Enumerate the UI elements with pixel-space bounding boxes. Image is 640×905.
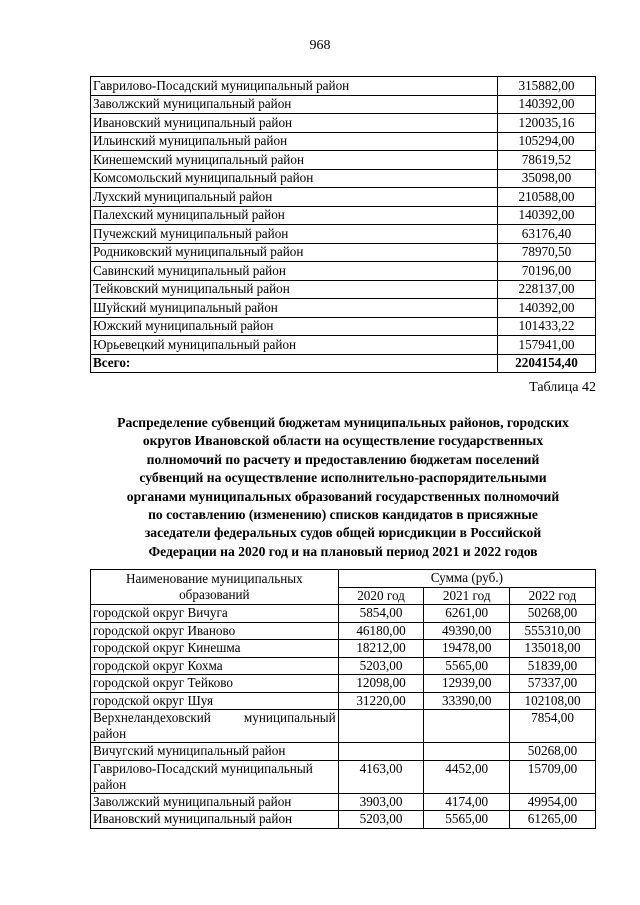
table-row: [91, 760, 596, 793]
district-name: Комсомольский муниципальный район: [91, 169, 498, 188]
table-row: [91, 262, 596, 281]
table-row: [91, 243, 596, 262]
table-row: [91, 151, 596, 170]
value-2022: 49954,00: [510, 793, 596, 811]
value-2022: 50268,00: [510, 605, 596, 623]
table-row: [91, 317, 596, 336]
value-2020: 3903,00: [338, 793, 424, 811]
caption-line: полномочий по расчету и предоставлению бюджетам поселений: [146, 451, 540, 467]
district-name: Гаврилово-Посадский муниципальный район: [91, 77, 498, 96]
value-2020: 31220,00: [338, 692, 424, 710]
value-2022: 555310,00: [510, 622, 596, 640]
caption-line: органами муниципальных образований государственных полномочий: [126, 488, 560, 504]
header-year: 2021 год: [424, 587, 510, 605]
table-row: [91, 188, 596, 207]
municipality-name: Ивановский муниципальный район: [91, 811, 339, 829]
municipality-name: городской округ Кинешма: [91, 640, 339, 658]
table-row: [91, 605, 596, 623]
table-row: [91, 225, 596, 244]
value-2020: 4163,00: [338, 760, 424, 793]
district-name: Палехский муниципальный район: [91, 206, 498, 225]
value-2022: 61265,00: [510, 811, 596, 829]
district-name: Юрьевецкий муниципальный район: [91, 336, 498, 355]
district-name: Савинский муниципальный район: [91, 262, 498, 281]
value-2021: 6261,00: [424, 605, 510, 623]
district-name: Заволжский муниципальный район: [91, 95, 498, 114]
municipality-name: городской округ Вичуга: [91, 605, 339, 623]
value-2021: [424, 743, 510, 761]
caption-line: округов Ивановской области на осуществление государственных: [142, 433, 544, 449]
value-2020: [338, 743, 424, 761]
table-row: [91, 299, 596, 318]
district-value: 157941,00: [498, 336, 596, 355]
caption-line: Распределение субвенций бюджетам муниципальных районов, городских: [117, 415, 569, 430]
district-value: 70196,00: [498, 262, 596, 281]
value-2021: 5565,00: [424, 657, 510, 675]
table-row: [91, 114, 596, 133]
district-name: Ильинский муниципальный район: [91, 132, 498, 151]
table-row: [91, 793, 596, 811]
municipality-name: Гаврилово-Посадский муниципальный район: [91, 760, 339, 793]
municipality-name: Верхнеландеховский муниципальный район: [91, 710, 339, 743]
table-row: [91, 692, 596, 710]
district-name: Кинешемский муниципальный район: [91, 151, 498, 170]
caption-line: заседатели федеральных судов общей юрисдикции в Российской: [144, 525, 542, 541]
value-2021: 33390,00: [424, 692, 510, 710]
district-value: 210588,00: [498, 188, 596, 207]
table-row: [91, 336, 596, 355]
total-row: [91, 354, 596, 373]
caption-line: субвенций на осуществление исполнительно-распорядительными: [139, 470, 547, 486]
district-value: 63176,40: [498, 225, 596, 244]
table-row: [91, 169, 596, 188]
district-name: Пучежский муниципальный район: [91, 225, 498, 244]
table-row: [91, 640, 596, 658]
district-value: 78619,52: [498, 151, 596, 170]
district-name: Южский муниципальный район: [91, 317, 498, 336]
value-2020: 5203,00: [338, 811, 424, 829]
value-2022: 135018,00: [510, 640, 596, 658]
value-2020: 12098,00: [338, 675, 424, 693]
value-2021: 49390,00: [424, 622, 510, 640]
table-row: [91, 675, 596, 693]
header-sum: Сумма (руб.): [338, 570, 595, 588]
table-row: [91, 95, 596, 114]
caption-line: по составлению (изменению) списков кандидатов в присяжные: [148, 507, 538, 523]
value-2021: [424, 710, 510, 743]
value-2021: 4174,00: [424, 793, 510, 811]
municipality-name: городской округ Тейково: [91, 675, 339, 693]
district-value: 228137,00: [498, 280, 596, 299]
total-value: 2204154,40: [498, 354, 596, 373]
district-value: 105294,00: [498, 132, 596, 151]
value-2021: 19478,00: [424, 640, 510, 658]
district-value: 140392,00: [498, 95, 596, 114]
page-number: 968: [309, 38, 331, 53]
district-value: 35098,00: [498, 169, 596, 188]
municipality-name: Вичугский муниципальный район: [91, 743, 339, 761]
table-row: [91, 811, 596, 829]
district-name: Тейковский муниципальный район: [91, 280, 498, 299]
district-value: 140392,00: [498, 206, 596, 225]
value-2020: 5854,00: [338, 605, 424, 623]
value-2020: 18212,00: [338, 640, 424, 658]
table-row: [91, 657, 596, 675]
table-row: [91, 206, 596, 225]
municipality-name: Заволжский муниципальный район: [91, 793, 339, 811]
table-row: [91, 743, 596, 761]
value-2020: 5203,00: [338, 657, 424, 675]
municipality-name: городской округ Кохма: [91, 657, 339, 675]
table-label: Таблица 42: [529, 380, 596, 395]
district-value: 140392,00: [498, 299, 596, 318]
value-2022: 51839,00: [510, 657, 596, 675]
district-name: Шуйский муниципальный район: [91, 299, 498, 318]
value-2021: 5565,00: [424, 811, 510, 829]
district-name: Лухский муниципальный район: [91, 188, 498, 207]
district-value: 120035,16: [498, 114, 596, 133]
table-row: [91, 77, 596, 96]
value-2020: [338, 710, 424, 743]
header-row: [91, 570, 596, 588]
district-totals-table: [90, 76, 596, 373]
value-2022: 57337,00: [510, 675, 596, 693]
table-row: [91, 280, 596, 299]
district-name: Ивановский муниципальный район: [91, 114, 498, 133]
header-year: 2022 год: [510, 587, 596, 605]
table-row: [91, 710, 596, 743]
header-year: 2020 год: [338, 587, 424, 605]
value-2022: 102108,00: [510, 692, 596, 710]
district-value: 78970,50: [498, 243, 596, 262]
district-value: 101433,22: [498, 317, 596, 336]
table-caption: [78, 414, 608, 561]
total-label: Всего:: [91, 354, 498, 373]
value-2022: 15709,00: [510, 760, 596, 793]
municipality-name: городской округ Иваново: [91, 622, 339, 640]
district-name: Родниковский муниципальный район: [91, 243, 498, 262]
value-2021: 4452,00: [424, 760, 510, 793]
district-value: 315882,00: [498, 77, 596, 96]
value-2021: 12939,00: [424, 675, 510, 693]
value-2020: 46180,00: [338, 622, 424, 640]
table-row: [91, 622, 596, 640]
value-2022: 50268,00: [510, 743, 596, 761]
table-row: [91, 132, 596, 151]
header-name: Наименование муниципальных образований: [91, 570, 339, 605]
caption-line: Федерации на 2020 год и на плановый период 2021 и 2022 годов: [148, 543, 538, 559]
municipality-name: городской округ Шуя: [91, 692, 339, 710]
value-2022: 7854,00: [510, 710, 596, 743]
subvention-table: [90, 569, 596, 829]
